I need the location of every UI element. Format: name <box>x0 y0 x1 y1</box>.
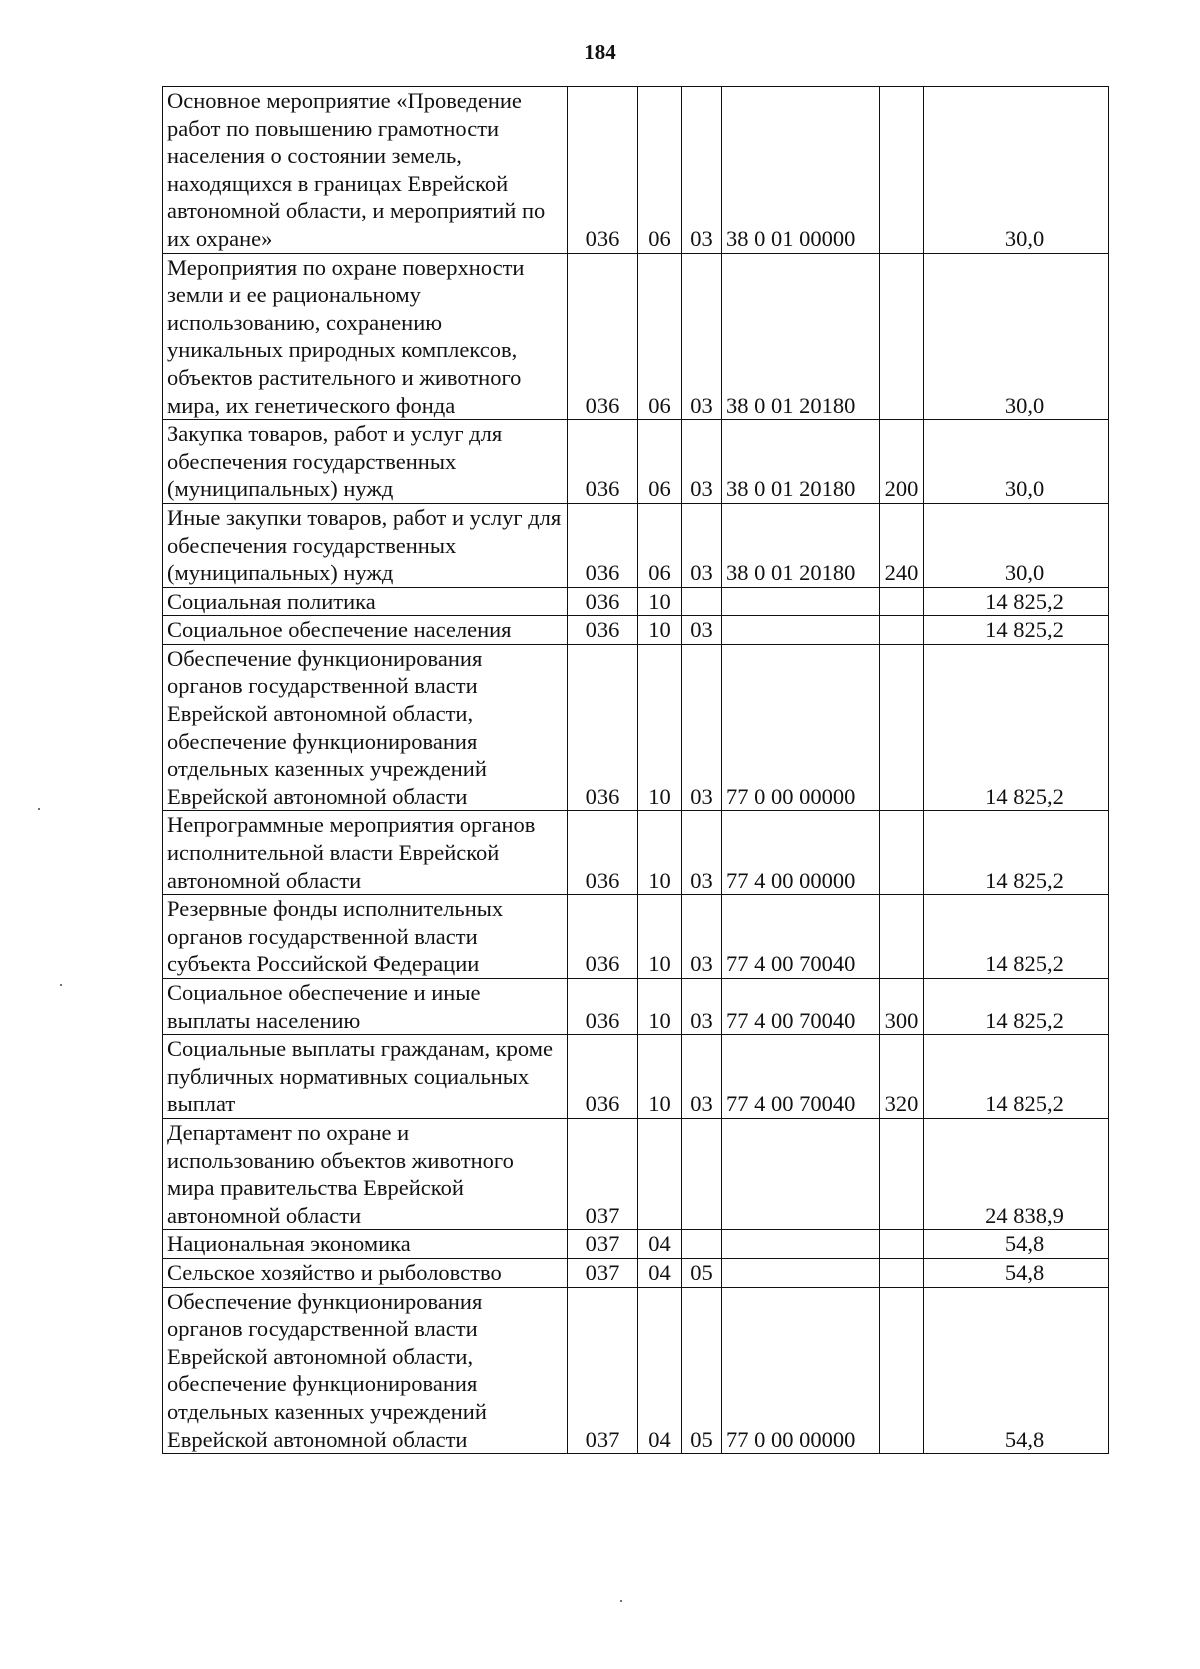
item-name-line: исполнительной власти Еврейской <box>167 840 500 866</box>
ministry-code-cell: 037 <box>568 1258 638 1287</box>
item-name-cell <box>163 644 568 811</box>
item-name-line: мира, их генетического фонда <box>167 392 456 418</box>
table-row <box>163 811 1109 895</box>
item-name-line: обеспечение функционирования <box>167 1371 478 1397</box>
subsection-code-cell: 03 <box>682 420 722 504</box>
item-name-line: обеспечение функционирования <box>167 728 478 754</box>
amount-cell: 30,0 <box>924 253 1109 420</box>
expense-type-cell: 320 <box>880 1035 924 1119</box>
expense-type-cell: 240 <box>880 503 924 587</box>
expense-type-cell <box>880 811 924 895</box>
target-article-cell: 38 0 01 20180 <box>722 503 880 587</box>
item-name-line: работ по повышению грамотности <box>167 115 500 141</box>
item-name-line: Обеспечение функционирования <box>167 645 483 671</box>
item-name-cell <box>163 420 568 504</box>
item-name-line: Сельское хозяйство и рыболовство <box>167 1259 502 1285</box>
item-name-line: обеспечения государственных <box>167 532 457 558</box>
item-name-line: Еврейской автономной области <box>167 1426 468 1452</box>
ministry-code-cell: 037 <box>568 1118 638 1229</box>
item-name-cell <box>163 811 568 895</box>
item-name-line: автономной области <box>167 1202 362 1228</box>
section-code-cell: 10 <box>638 587 682 616</box>
expense-type-cell <box>880 587 924 616</box>
ministry-code-cell: 036 <box>568 811 638 895</box>
section-code-cell: 10 <box>638 895 682 979</box>
item-name-cell <box>163 1118 568 1229</box>
target-article-cell: 77 0 00 00000 <box>722 1287 880 1454</box>
table-row <box>163 1287 1109 1454</box>
ministry-code-cell: 036 <box>568 1035 638 1119</box>
budget-table <box>162 86 1109 1454</box>
item-name-line: Социальное обеспечение населения <box>167 617 512 643</box>
item-name-line: Социальные выплаты гражданам, кроме <box>167 1036 553 1062</box>
item-name-line: выплат <box>167 1091 236 1117</box>
section-code-cell: 04 <box>638 1287 682 1454</box>
expense-type-cell <box>880 895 924 979</box>
item-name-line: (муниципальных) нужд <box>167 560 394 586</box>
amount-cell: 14 825,2 <box>924 811 1109 895</box>
subsection-code-cell: 03 <box>682 895 722 979</box>
item-name-cell <box>163 253 568 420</box>
table-row <box>163 1230 1109 1259</box>
item-name-cell <box>163 87 568 254</box>
amount-cell: 24 838,9 <box>924 1118 1109 1229</box>
section-code-cell: 06 <box>638 87 682 254</box>
item-name-line: использованию объектов животного <box>167 1147 514 1173</box>
item-name-line: выплаты населению <box>167 1007 361 1033</box>
item-name-line: обеспечения государственных <box>167 448 457 474</box>
item-name-line: отдельных казенных учреждений <box>167 1398 487 1424</box>
item-name-cell <box>163 616 568 645</box>
amount-cell: 54,8 <box>924 1258 1109 1287</box>
section-code-cell: 06 <box>638 253 682 420</box>
subsection-code-cell: 03 <box>682 979 722 1035</box>
table-row <box>163 895 1109 979</box>
ministry-code-cell: 036 <box>568 587 638 616</box>
subsection-code-cell <box>682 1230 722 1259</box>
table-row <box>163 979 1109 1035</box>
amount-cell: 54,8 <box>924 1230 1109 1259</box>
table-row <box>163 420 1109 504</box>
item-name-line: Еврейской автономной области <box>167 783 468 809</box>
item-name-line: населения о состоянии земель, <box>167 143 462 169</box>
amount-cell: 14 825,2 <box>924 587 1109 616</box>
item-name-line: автономной области, и мероприятий по <box>167 198 546 224</box>
section-code-cell <box>638 1118 682 1229</box>
item-name-cell <box>163 1287 568 1454</box>
ministry-code-cell: 036 <box>568 895 638 979</box>
section-code-cell: 06 <box>638 503 682 587</box>
item-name-cell <box>163 587 568 616</box>
amount-cell: 14 825,2 <box>924 895 1109 979</box>
section-code-cell: 06 <box>638 420 682 504</box>
item-name-cell <box>163 1230 568 1259</box>
item-name-line: Непрограммные мероприятия органов <box>167 812 536 838</box>
expense-type-cell <box>880 644 924 811</box>
target-article-cell <box>722 1258 880 1287</box>
table-row <box>163 1035 1109 1119</box>
table-row <box>163 253 1109 420</box>
target-article-cell: 77 4 00 00000 <box>722 811 880 895</box>
subsection-code-cell: 05 <box>682 1287 722 1454</box>
subsection-code-cell: 03 <box>682 644 722 811</box>
subsection-code-cell: 05 <box>682 1258 722 1287</box>
page-number: 184 <box>584 40 616 64</box>
item-name-line: Мероприятия по охране поверхности <box>167 254 525 280</box>
item-name-line: Национальная экономика <box>167 1231 411 1257</box>
target-article-cell: 77 4 00 70040 <box>722 895 880 979</box>
amount-cell: 14 825,2 <box>924 979 1109 1035</box>
table-row <box>163 503 1109 587</box>
scan-speck <box>620 1600 622 1602</box>
section-code-cell: 10 <box>638 616 682 645</box>
item-name-line: их охране» <box>167 225 273 251</box>
amount-cell: 30,0 <box>924 503 1109 587</box>
item-name-cell <box>163 979 568 1035</box>
subsection-code-cell <box>682 1118 722 1229</box>
item-name-line: Еврейской автономной области, <box>167 1343 474 1369</box>
item-name-cell <box>163 1035 568 1119</box>
expense-type-cell <box>880 1287 924 1454</box>
table-row <box>163 1118 1109 1229</box>
subsection-code-cell: 03 <box>682 253 722 420</box>
item-name-cell <box>163 895 568 979</box>
table-row <box>163 644 1109 811</box>
item-name-cell <box>163 1258 568 1287</box>
section-code-cell: 10 <box>638 811 682 895</box>
expense-type-cell: 200 <box>880 420 924 504</box>
item-name-line: Резервные фонды исполнительных <box>167 896 504 922</box>
scan-speck <box>60 984 62 986</box>
target-article-cell: 38 0 01 20180 <box>722 420 880 504</box>
table-row <box>163 87 1109 254</box>
item-name-line: (муниципальных) нужд <box>167 476 394 502</box>
section-code-cell: 10 <box>638 979 682 1035</box>
scan-speck <box>38 808 40 810</box>
expense-type-cell <box>880 1230 924 1259</box>
table-row <box>163 616 1109 645</box>
item-name-line: Иные закупки товаров, работ и услуг для <box>167 504 562 530</box>
item-name-line: субъекта Российской Федерации <box>167 951 480 977</box>
item-name-line: использованию, сохранению <box>167 309 443 335</box>
item-name-line: Основное мероприятие «Проведение <box>167 88 522 113</box>
item-name-cell <box>163 503 568 587</box>
table-row <box>163 1258 1109 1287</box>
expense-type-cell <box>880 616 924 645</box>
ministry-code-cell: 036 <box>568 503 638 587</box>
ministry-code-cell: 037 <box>568 1287 638 1454</box>
target-article-cell <box>722 1118 880 1229</box>
item-name-line: органов государственной власти <box>167 1316 478 1342</box>
target-article-cell <box>722 587 880 616</box>
amount-cell: 54,8 <box>924 1287 1109 1454</box>
target-article-cell: 77 4 00 70040 <box>722 1035 880 1119</box>
item-name-line: находящихся в границах Еврейской <box>167 170 509 196</box>
item-name-line: мира правительства Еврейской <box>167 1175 464 1201</box>
item-name-line: Еврейской автономной области, <box>167 701 474 727</box>
item-name-line: Социальное обеспечение и иные <box>167 980 481 1005</box>
table-row <box>163 587 1109 616</box>
item-name-line: органов государственной власти <box>167 923 478 949</box>
ministry-code-cell: 037 <box>568 1230 638 1259</box>
item-name-line: Закупка товаров, работ и услуг для <box>167 421 503 447</box>
amount-cell: 30,0 <box>924 420 1109 504</box>
section-code-cell: 04 <box>638 1230 682 1259</box>
item-name-line: уникальных природных комплексов, <box>167 337 518 363</box>
item-name-line: объектов растительного и животного <box>167 364 522 390</box>
item-name-line: Обеспечение функционирования <box>167 1288 483 1314</box>
ministry-code-cell: 036 <box>568 979 638 1035</box>
item-name-line: публичных нормативных социальных <box>167 1063 530 1089</box>
target-article-cell: 38 0 01 00000 <box>722 87 880 254</box>
ministry-code-cell: 036 <box>568 644 638 811</box>
expense-type-cell <box>880 87 924 254</box>
item-name-line: отдельных казенных учреждений <box>167 756 487 782</box>
target-article-cell <box>722 1230 880 1259</box>
ministry-code-cell: 036 <box>568 253 638 420</box>
ministry-code-cell: 036 <box>568 87 638 254</box>
expense-type-cell: 300 <box>880 979 924 1035</box>
section-code-cell: 04 <box>638 1258 682 1287</box>
ministry-code-cell: 036 <box>568 420 638 504</box>
subsection-code-cell: 03 <box>682 1035 722 1119</box>
amount-cell: 14 825,2 <box>924 616 1109 645</box>
target-article-cell <box>722 616 880 645</box>
expense-type-cell <box>880 253 924 420</box>
subsection-code-cell <box>682 587 722 616</box>
section-code-cell: 10 <box>638 1035 682 1119</box>
subsection-code-cell: 03 <box>682 87 722 254</box>
amount-cell: 14 825,2 <box>924 1035 1109 1119</box>
amount-cell: 30,0 <box>924 87 1109 254</box>
target-article-cell: 77 4 00 70040 <box>722 979 880 1035</box>
item-name-line: автономной области <box>167 867 362 893</box>
item-name-line: земли и ее рациональному <box>167 282 421 308</box>
subsection-code-cell: 03 <box>682 616 722 645</box>
section-code-cell: 10 <box>638 644 682 811</box>
subsection-code-cell: 03 <box>682 503 722 587</box>
amount-cell: 14 825,2 <box>924 644 1109 811</box>
subsection-code-cell: 03 <box>682 811 722 895</box>
expense-type-cell <box>880 1118 924 1229</box>
expense-type-cell <box>880 1258 924 1287</box>
target-article-cell: 38 0 01 20180 <box>722 253 880 420</box>
item-name-line: органов государственной власти <box>167 673 478 699</box>
item-name-line: Социальная политика <box>167 588 376 614</box>
ministry-code-cell: 036 <box>568 616 638 645</box>
item-name-line: Департамент по охране и <box>167 1119 410 1145</box>
target-article-cell: 77 0 00 00000 <box>722 644 880 811</box>
